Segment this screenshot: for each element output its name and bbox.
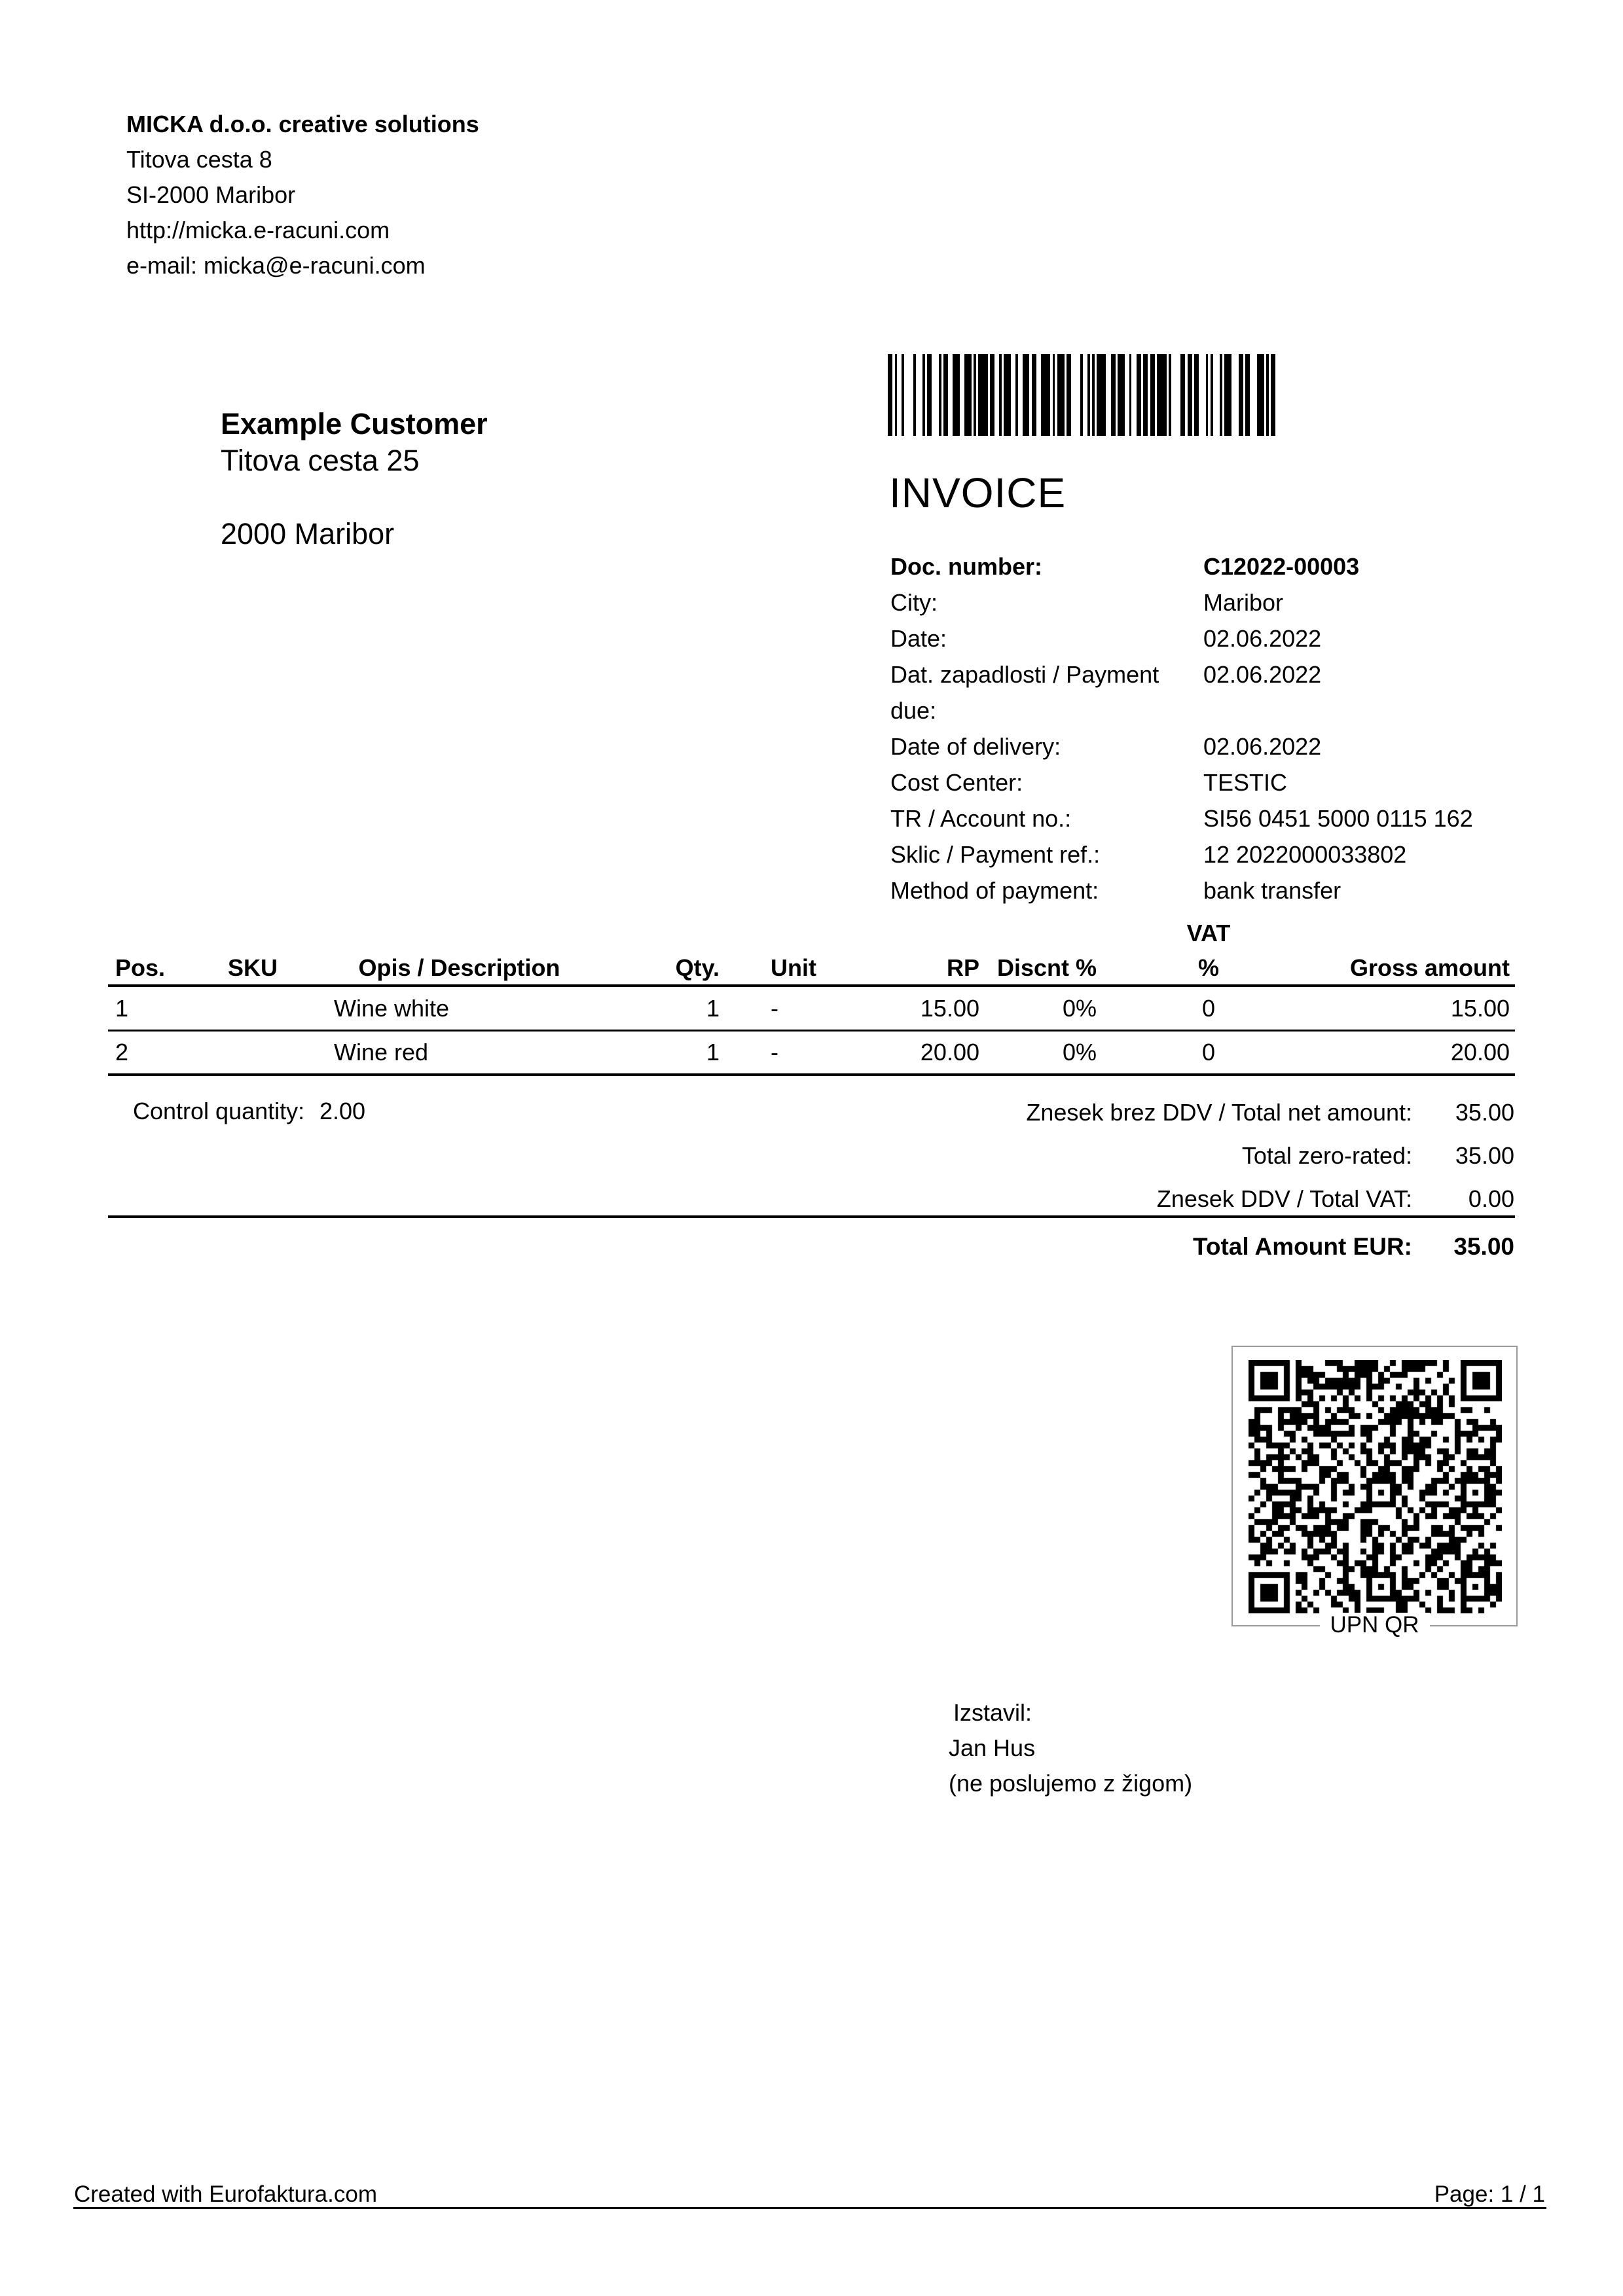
barcode-bar [1004, 354, 1011, 436]
doc-detail-value: 12 2022000033802 [1203, 841, 1407, 868]
doc-detail-value: TESTIC [1203, 769, 1288, 796]
doc-detail-row [890, 656, 1473, 728]
total-value: 35.00 [1455, 1142, 1514, 1169]
barcode-bar [990, 354, 994, 436]
document-barcode [888, 354, 1276, 436]
table-cell: 0% [1062, 994, 1097, 1022]
column-header: % [1197, 954, 1219, 981]
supplier-address-line: SI-2000 Maribor [126, 181, 296, 208]
footer-line [73, 2207, 1546, 2209]
barcode-space [1250, 354, 1257, 436]
issuer-line: Izstavil: [953, 1699, 1032, 1726]
column-header: SKU [228, 954, 278, 981]
barcode-bar [1194, 354, 1199, 436]
items-header-label-row [108, 951, 1515, 984]
barcode-space [897, 354, 902, 436]
control-quantity-value: 2.00 [319, 1098, 366, 1124]
column-header: Pos. [115, 954, 166, 981]
barcode-space [994, 354, 999, 436]
issuer-block [949, 1695, 1192, 1801]
column-header: Qty. [675, 954, 720, 981]
barcode-bar [953, 354, 960, 436]
table-cell: 0% [1062, 1039, 1097, 1066]
barcode-bar [927, 354, 932, 436]
barcode-bar [1023, 354, 1030, 436]
table-cell: 15.00 [920, 994, 979, 1022]
table-cell: 2 [115, 1039, 129, 1066]
total-label: Znesek brez DDV / Total net amount: [1026, 1099, 1412, 1126]
barcode-bar [978, 354, 987, 436]
barcode-space [948, 354, 953, 436]
qr-code [1249, 1360, 1502, 1613]
barcode-space [1213, 354, 1220, 436]
total-row [655, 1177, 1514, 1221]
column-header: Discnt % [996, 954, 1097, 981]
supplier-address [126, 142, 479, 283]
total-value: 35.00 [1455, 1099, 1514, 1126]
barcode-bar [1188, 354, 1192, 436]
barcode-bar [964, 354, 972, 436]
doc-detail-value: 02.06.2022 [1203, 733, 1322, 760]
doc-detail-row [890, 764, 1473, 800]
column-header: Gross amount [1349, 954, 1510, 981]
footer-created-with: Created with Eurofaktura.com [74, 2181, 377, 2207]
barcode-space [1018, 354, 1023, 436]
barcode-bar [1157, 354, 1166, 436]
barcode-bar [1111, 354, 1116, 436]
doc-detail-label: Doc. number: [890, 553, 1043, 580]
table-cell: 1 [115, 994, 129, 1022]
barcode-space [1106, 354, 1110, 436]
column-header-vat: VAT [1186, 920, 1231, 946]
customer-gap [221, 479, 488, 516]
barcode-bar [1067, 354, 1071, 436]
issuer-line: Jan Hus [949, 1734, 1036, 1761]
items-table [108, 916, 1515, 1076]
table-cell: 15.00 [1450, 994, 1510, 1022]
barcode-space [1231, 354, 1239, 436]
grand-total-value: 35.00 [1453, 1233, 1514, 1260]
supplier-address-line: e-mail: micka@e-racuni.com [126, 252, 426, 279]
doc-detail-label: Cost Center: [890, 769, 1023, 796]
items-table-header [108, 916, 1515, 987]
barcode-space [932, 354, 939, 436]
customer-block [221, 406, 488, 552]
grand-total-row [655, 1225, 1514, 1268]
barcode-bar [1097, 354, 1106, 436]
issuer-line: (ne poslujemo z žigom) [949, 1770, 1193, 1797]
barcode-bar [1180, 354, 1185, 436]
total-row [655, 1091, 1514, 1134]
table-row [108, 987, 1515, 1031]
barcode-bar [1245, 354, 1250, 436]
total-row [655, 1134, 1514, 1177]
barcode-bar [1150, 354, 1155, 436]
control-quantity [133, 1094, 366, 1128]
doc-detail-row [890, 836, 1473, 872]
barcode-space [1083, 354, 1087, 436]
barcode-bar [888, 354, 892, 436]
barcode-bar [1032, 354, 1036, 436]
doc-detail-row [890, 728, 1473, 764]
doc-detail-row [890, 584, 1473, 620]
barcode-bar [1137, 354, 1141, 436]
supplier-address-line: Titova cesta 8 [126, 146, 272, 173]
doc-detail-value: bank transfer [1203, 877, 1341, 904]
barcode-space [1125, 354, 1129, 436]
table-cell: 20.00 [1450, 1039, 1510, 1066]
barcode-space [1011, 354, 1015, 436]
barcode-space [1071, 354, 1080, 436]
table-cell: - [771, 994, 778, 1022]
customer-city: 2000 Maribor [221, 517, 395, 550]
totals-block [655, 1091, 1514, 1221]
doc-detail-row [890, 800, 1473, 836]
barcode-space [916, 354, 923, 436]
barcode-bar [1041, 354, 1050, 436]
table-cell: 1 [706, 994, 720, 1022]
barcode-space [904, 354, 913, 436]
barcode-bar [1143, 354, 1148, 436]
qr-label: UPN QR [1319, 1613, 1429, 1638]
table-cell: Wine white [334, 994, 450, 1022]
customer-street: Titova cesta 25 [221, 444, 420, 477]
control-quantity-label: Control quantity: [133, 1098, 305, 1124]
table-cell: 20.00 [920, 1039, 979, 1066]
grand-total-label: Total Amount EUR: [1192, 1233, 1412, 1260]
doc-detail-label: TR / Account no.: [890, 805, 1072, 832]
doc-detail-value: C12022-00003 [1203, 553, 1360, 580]
table-cell: Wine red [334, 1039, 429, 1066]
barcode-space [1131, 354, 1136, 436]
doc-detail-value: SI56 0451 5000 0115 162 [1203, 805, 1473, 832]
doc-detail-label: Date: [890, 625, 947, 652]
doc-detail-label: Method of payment: [890, 877, 1099, 904]
column-header: Unit [771, 954, 816, 981]
doc-detail-row [890, 548, 1473, 584]
barcode-space [960, 354, 964, 436]
customer-name: Example Customer [221, 407, 488, 440]
table-cell: - [771, 1039, 778, 1066]
totals-separator-line [108, 1215, 1515, 1218]
supplier-address-line: http://micka.e-racuni.com [126, 217, 390, 243]
barcode-space [1036, 354, 1041, 436]
barcode-bar [1057, 354, 1065, 436]
doc-detail-value: 02.06.2022 [1203, 625, 1322, 652]
table-row [108, 1031, 1515, 1076]
items-table-body [108, 987, 1515, 1076]
barcode-bar [1224, 354, 1231, 436]
doc-detail-label: Date of delivery: [890, 733, 1061, 760]
barcode-space [1199, 354, 1206, 436]
barcode-bar [1257, 354, 1264, 436]
total-label: Total zero-rated: [1241, 1142, 1412, 1169]
page-title: INVOICE [889, 469, 1067, 516]
barcode-bar [1271, 354, 1275, 436]
barcode-space [1171, 354, 1180, 436]
doc-detail-value: 02.06.2022 [1203, 661, 1322, 688]
table-cell: 0 [1201, 1039, 1216, 1066]
supplier-name: MICKA d.o.o. creative solutions [126, 111, 479, 137]
table-cell: 1 [706, 1039, 720, 1066]
total-label: Znesek DDV / Total VAT: [1156, 1185, 1412, 1212]
doc-detail-value: Maribor [1203, 589, 1284, 616]
barcode-bar [1118, 354, 1125, 436]
supplier-block [126, 107, 479, 283]
doc-detail-row [890, 620, 1473, 656]
total-value: 0.00 [1468, 1185, 1514, 1212]
barcode-bar [1239, 354, 1243, 436]
barcode-bar [943, 354, 948, 436]
column-header: RP [946, 954, 979, 981]
doc-detail-label: Sklic / Payment ref.: [890, 841, 1101, 868]
column-header: Opis / Description [358, 954, 560, 981]
table-cell: 0 [1201, 994, 1216, 1022]
doc-details [890, 548, 1473, 908]
doc-detail-label: Dat. zapadlosti / Payment due: [890, 661, 1159, 724]
doc-detail-label: City: [890, 589, 938, 616]
items-header-vat-row [108, 916, 1515, 951]
footer-page-number: Page: 1 / 1 [1434, 2181, 1545, 2207]
upn-qr-box [1231, 1346, 1518, 1638]
doc-detail-row [890, 872, 1473, 908]
